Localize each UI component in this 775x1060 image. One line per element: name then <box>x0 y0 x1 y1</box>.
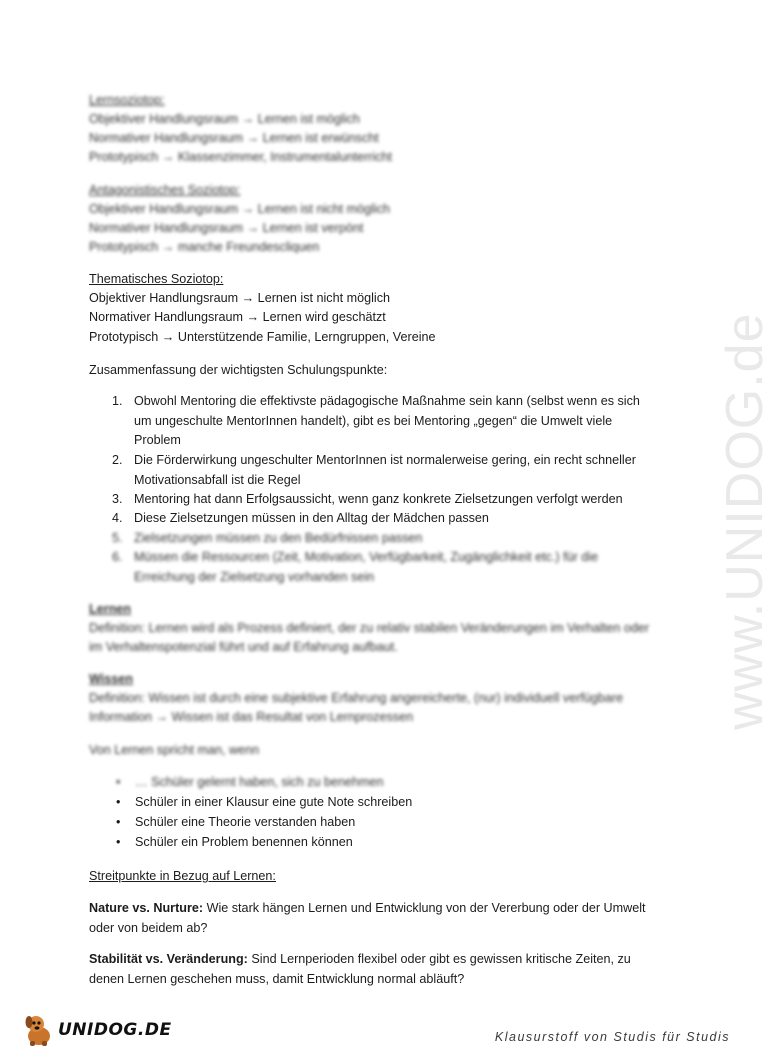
stabilitaet-paragraph <box>89 949 654 989</box>
nature-nurture-label: Nature vs. Nurture: <box>89 901 204 915</box>
stabilitaet-label: Stabilität vs. Veränderung: <box>89 952 248 966</box>
unidog-logo <box>22 1012 172 1048</box>
item-number: 2. <box>112 453 123 467</box>
item-text: Zielsetzungen müssen zu den Bedürfnissen passen <box>134 531 423 545</box>
antagonistisch-line-3: Prototypisch → manche Freundescliquen <box>89 240 320 254</box>
dog-mascot-icon <box>22 1012 56 1048</box>
thematic-line-2: Normativer Handlungsraum → Lernen wird geschätzt <box>89 310 386 324</box>
bullet-icon: • <box>116 775 121 789</box>
item-number: 3. <box>112 492 123 506</box>
item-number: 4. <box>112 511 123 525</box>
summary-heading: Zusammenfassung der wichtigsten Schulungspunkte: <box>89 363 388 377</box>
antagonistisch-title: Antagonistisches Soziotop: <box>89 183 241 197</box>
bullet-text: Schüler ein Problem benennen können <box>135 835 353 849</box>
watermark: www.UNIDOG.de <box>716 312 774 730</box>
thematic-line-1: Objektiver Handlungsraum → Lernen ist nicht möglich <box>89 291 390 305</box>
bullet-text: … Schüler gelernt haben, sich zu benehmen <box>135 775 384 789</box>
bullet-text: Schüler eine Theorie verstanden haben <box>135 815 356 829</box>
nature-nurture-paragraph <box>89 898 654 938</box>
bullet-text: Schüler in einer Klausur eine gute Note schreiben <box>135 795 413 809</box>
lernen-title: Lernen <box>89 602 131 616</box>
wissen-definition-2: Information → Wissen ist das Resultat von Lernprozessen <box>89 710 414 724</box>
antagonistisch-line-1: Objektiver Handlungsraum → Lernen ist nicht möglich <box>89 202 390 216</box>
lernsoziotop-line-3: Prototypisch → Klassenzimmer, Instrumentalunterricht <box>89 150 393 164</box>
thematic-title: Thematisches Soziotop: <box>89 272 224 286</box>
lernen-definition-1: Definition: Lernen wird als Prozess definiert, der zu relativ stabilen Veränderungen im Verhalten oder <box>89 621 650 635</box>
item-text: Diese Zielsetzungen müssen in den Alltag der Mädchen passen <box>134 511 489 525</box>
item-text: Mentoring hat dann Erfolgsaussicht, wenn ganz konkrete Zielsetzungen verfolgt werden <box>134 492 623 506</box>
bullet-icon: • <box>116 835 121 849</box>
von-lernen-intro: Von Lernen spricht man, wenn <box>89 743 260 757</box>
lernen-definition-2: im Verhaltenspotenzial führt und auf Erfahrung aufbaut. <box>89 640 398 654</box>
thematic-line-3: Prototypisch → Unterstützende Familie, Lerngruppen, Vereine <box>89 330 436 344</box>
wissen-definition-1: Definition: Wissen ist durch eine subjektive Erfahrung angereicherte, (nur) individuell verfügbare <box>89 691 624 705</box>
streitpunkte-title: Streitpunkte in Bezug auf Lernen: <box>89 869 276 883</box>
nature-nurture-text: Wie stark hängen Lernen und Entwicklung von der Vererbung oder der Umwelt oder von beidem ab? <box>89 901 646 935</box>
item-text: Müssen die Ressourcen (Zeit, Motivation, Verfügbarkeit, Zugänglichkeit etc.) für die Erreichung der Zielsetzung vorhanden sein <box>134 550 599 584</box>
lernsoziotop-title: Lernsoziotop: <box>89 93 165 107</box>
item-number: 5. <box>112 531 123 545</box>
bullet-icon: • <box>116 795 121 809</box>
wissen-title: Wissen <box>89 672 133 686</box>
lernsoziotop-line-2: Normativer Handlungsraum → Lernen ist erwünscht <box>89 131 379 145</box>
bullet-icon: • <box>116 815 121 829</box>
item-number: 6. <box>112 550 123 564</box>
item-text: Die Förderwirkung ungeschulter MentorInnen ist normalerweise gering, ein recht schneller Motivationsabfall ist die Regel <box>134 453 636 487</box>
item-text: Obwohl Mentoring die effektivste pädagogische Maßnahme sein kann (selbst wenn es sich um ungeschulte MentorInnen handelt), gibt es bei Mentoring „gegen“ die Umwelt viele Problem <box>134 394 640 448</box>
lernsoziotop-line-1: Objektiver Handlungsraum → Lernen ist möglich <box>89 112 360 126</box>
item-number: 1. <box>112 394 123 408</box>
logo-text: UNIDOG.DE <box>58 1020 172 1040</box>
stabilitaet-text: Sind Lernperioden flexibel oder gibt es gewissen kritische Zeiten, zu denen Lernen geschehen muss, damit Entwicklung normal abläuft? <box>89 952 631 986</box>
antagonistisch-line-2: Normativer Handlungsraum → Lernen ist verpönt <box>89 221 364 235</box>
footer-tagline: Klausurstoff von Studis für Studis <box>494 1030 730 1044</box>
